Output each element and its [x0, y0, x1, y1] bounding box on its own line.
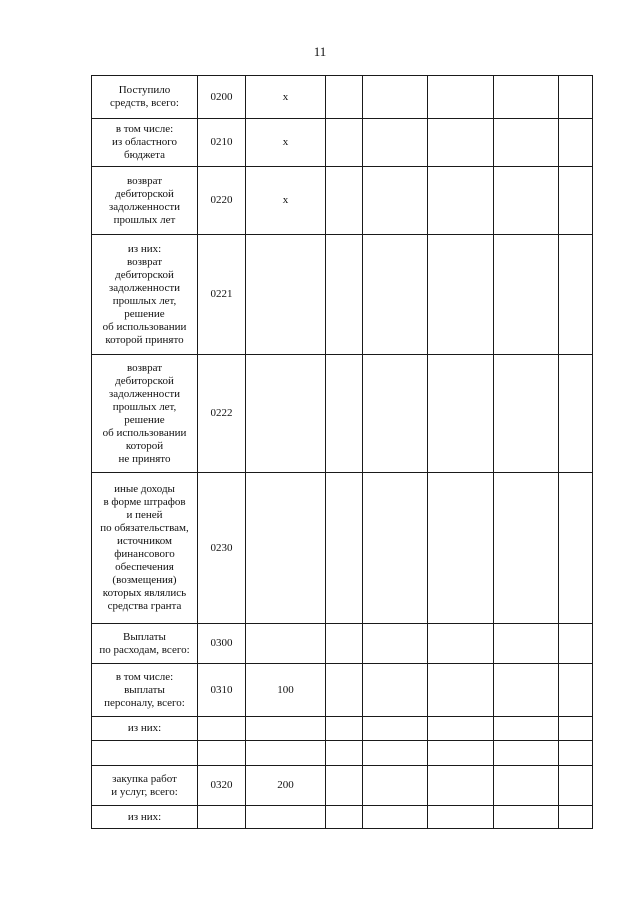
page-number: 11 [313, 44, 327, 59]
row-code: 0310 [198, 664, 246, 717]
empty-cell [326, 717, 363, 741]
row-code: 0220 [198, 167, 246, 235]
empty-cell [494, 235, 559, 355]
empty-cell [363, 355, 428, 473]
empty-cell [363, 717, 428, 741]
empty-cell [428, 664, 494, 717]
row-value [246, 235, 326, 355]
row-code: 0200 [198, 76, 246, 119]
empty-cell [428, 235, 494, 355]
empty-cell [363, 235, 428, 355]
empty-cell [494, 167, 559, 235]
empty-cell [428, 717, 494, 741]
row-code: 0210 [198, 119, 246, 167]
row-name [92, 741, 198, 766]
empty-cell [326, 741, 363, 766]
table-row [92, 355, 593, 473]
empty-cell [494, 664, 559, 717]
row-name: возврат дебиторской задолженности прошлых лет, решение об использовании которой не принято [92, 355, 198, 473]
empty-cell [559, 664, 593, 717]
empty-cell [559, 766, 593, 806]
empty-cell [326, 806, 363, 829]
empty-cell [428, 806, 494, 829]
empty-cell [428, 741, 494, 766]
empty-cell [428, 473, 494, 624]
row-name: закупка работ и услуг, всего: [92, 766, 198, 806]
row-code: 0221 [198, 235, 246, 355]
empty-cell [326, 167, 363, 235]
row-code [198, 741, 246, 766]
empty-cell [428, 355, 494, 473]
row-value: x [246, 119, 326, 167]
row-name: из них: [92, 717, 198, 741]
empty-cell [363, 167, 428, 235]
empty-cell [494, 806, 559, 829]
table-row [92, 766, 593, 806]
row-value [246, 717, 326, 741]
row-name: Выплаты по расходам, всего: [92, 624, 198, 664]
empty-cell [326, 76, 363, 119]
table-row [92, 624, 593, 664]
row-name: иные доходы в форме штрафов и пеней по обязательствам, источником финансового обеспечения (возмещения) которых являлись средства гранта [92, 473, 198, 624]
empty-cell [559, 473, 593, 624]
empty-cell [363, 766, 428, 806]
empty-cell [363, 664, 428, 717]
row-code: 0320 [198, 766, 246, 806]
empty-cell [559, 624, 593, 664]
row-value [246, 355, 326, 473]
row-code: 0230 [198, 473, 246, 624]
empty-cell [363, 806, 428, 829]
empty-cell [559, 167, 593, 235]
empty-cell [494, 766, 559, 806]
row-name: в том числе: из областного бюджета [92, 119, 198, 167]
empty-cell [494, 76, 559, 119]
empty-cell [326, 473, 363, 624]
row-name: возврат дебиторской задолженности прошлых лет [92, 167, 198, 235]
empty-cell [326, 119, 363, 167]
empty-cell [428, 76, 494, 119]
empty-cell [363, 741, 428, 766]
table-row [92, 473, 593, 624]
row-value [246, 473, 326, 624]
empty-cell [428, 119, 494, 167]
table-row [92, 664, 593, 717]
empty-cell [559, 806, 593, 829]
row-value: x [246, 76, 326, 119]
empty-cell [494, 473, 559, 624]
empty-cell [363, 119, 428, 167]
table-row [92, 76, 593, 119]
empty-cell [494, 119, 559, 167]
empty-cell [559, 119, 593, 167]
empty-cell [494, 717, 559, 741]
row-name: в том числе: выплаты персоналу, всего: [92, 664, 198, 717]
row-value [246, 741, 326, 766]
row-code: 0300 [198, 624, 246, 664]
empty-cell [363, 624, 428, 664]
empty-cell [428, 624, 494, 664]
row-name: из них: возврат дебиторской задолженности прошлых лет, решение об использовании которой принято [92, 235, 198, 355]
empty-cell [326, 235, 363, 355]
table-row [92, 741, 593, 766]
empty-cell [559, 717, 593, 741]
empty-cell [326, 766, 363, 806]
row-name: Поступило средств, всего: [92, 76, 198, 119]
table-row [92, 235, 593, 355]
empty-cell [428, 766, 494, 806]
grant-funds-table [91, 75, 593, 829]
empty-cell [428, 167, 494, 235]
table-row [92, 167, 593, 235]
table-row [92, 717, 593, 741]
empty-cell [363, 76, 428, 119]
row-code [198, 806, 246, 829]
empty-cell [326, 355, 363, 473]
row-value: 100 [246, 664, 326, 717]
empty-cell [559, 355, 593, 473]
row-name: из них: [92, 806, 198, 829]
table-row [92, 806, 593, 829]
empty-cell [559, 741, 593, 766]
empty-cell [494, 355, 559, 473]
table-row [92, 119, 593, 167]
row-value: x [246, 167, 326, 235]
row-value: 200 [246, 766, 326, 806]
empty-cell [559, 76, 593, 119]
empty-cell [363, 473, 428, 624]
row-code [198, 717, 246, 741]
empty-cell [494, 741, 559, 766]
row-value [246, 806, 326, 829]
empty-cell [494, 624, 559, 664]
row-code: 0222 [198, 355, 246, 473]
empty-cell [326, 664, 363, 717]
empty-cell [559, 235, 593, 355]
row-value [246, 624, 326, 664]
empty-cell [326, 624, 363, 664]
